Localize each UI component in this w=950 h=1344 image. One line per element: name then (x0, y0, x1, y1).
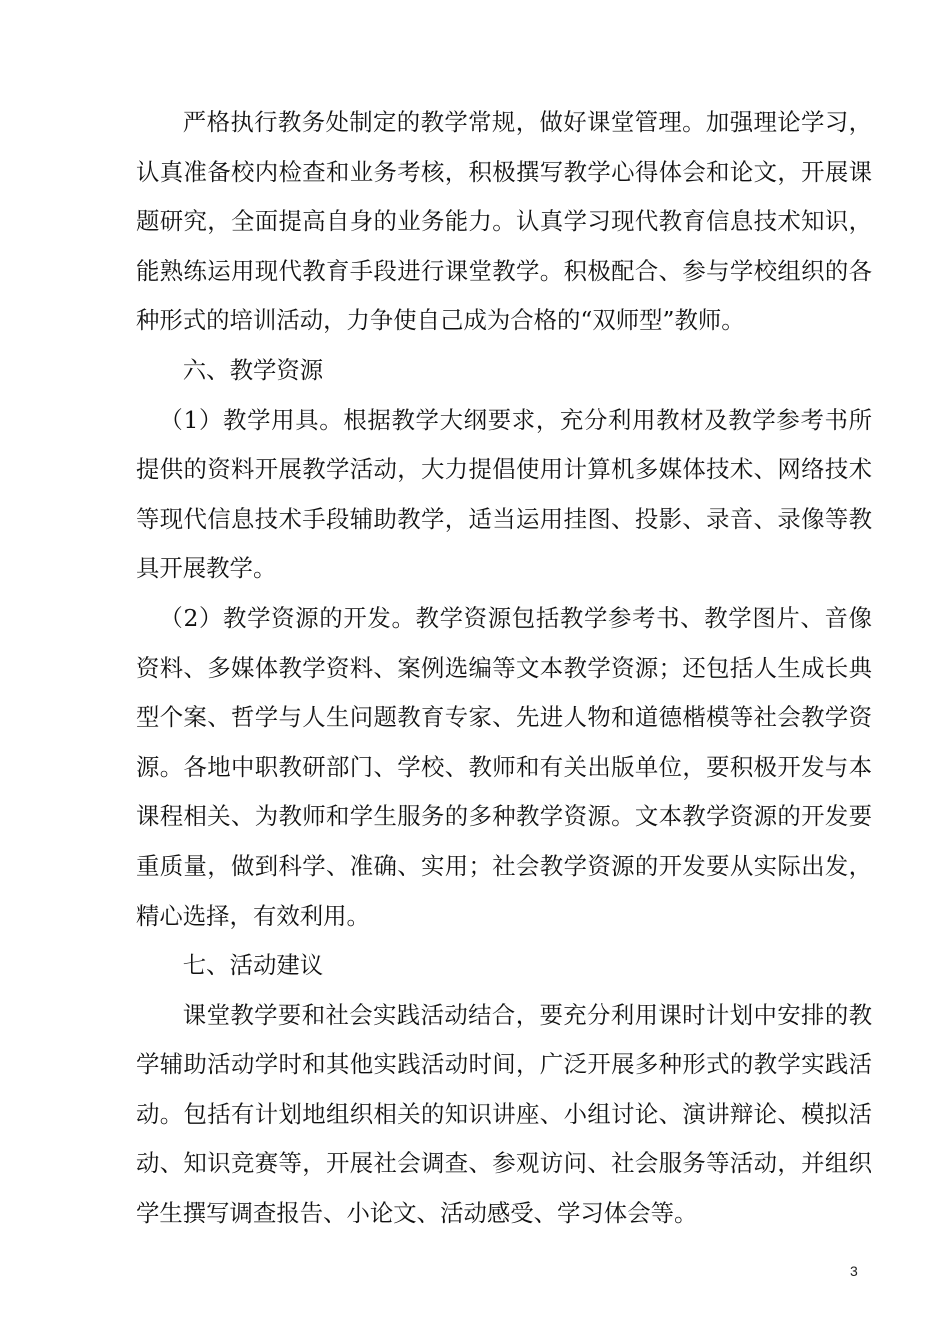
page-number: 3 (850, 1263, 858, 1279)
section-heading-teaching-resources: 六、教学资源 (182, 355, 324, 384)
document-body (136, 98, 872, 1239)
paragraph-practice-activities: 课堂教学要和社会实践活动结合，要充分利用课时计划中安排的教学辅助活动学时和其他实践活动时间，广泛开展多种形式的教学实践活动。包括有计划地组织相关的知识讲座、小组讨论、演讲辩论、模拟活动、知识竞赛等，开展社会调查、参观访问、社会服务等活动，并组织学生撰写调查报告、小论文、活动感受、学习体会等。 (136, 1000, 872, 1228)
section-heading-activity-suggestions: 七、活动建议 (182, 951, 324, 980)
paragraph-teaching-tools: （1）教学用具。根据教学大纲要求，充分利用教材及教学参考书所提供的资料开展教学活动，大力提倡使用计算机多媒体技术、网络技术等现代信息技术手段辅助教学，适当运用挂图、投影、录音、录像等教具开展教学。 (136, 405, 872, 583)
paragraph-resource-development: （2）教学资源的开发。教学资源包括教学参考书、教学图片、音像资料、多媒体教学资料、案例选编等文本教学资源；还包括人生成长典型个案、哲学与人生问题教育专家、先进人物和道德楷模等社会教学资源。各地中职教研部门、学校、教师和有关出版单位，要积极开发与本课程相关、为教师和学生服务的多种教学资源。文本教学资源的开发要重质量，做到科学、准确、实用；社会教学资源的开发要从实际出发，精心选择，有效利用。 (136, 603, 872, 930)
paragraph-teaching-routine: 严格执行教务处制定的教学常规，做好课堂管理。加强理论学习，认真准备校内检查和业务考核，积极撰写教学心得体会和论文，开展课题研究，全面提高自身的业务能力。认真学习现代教育信息技术知识，能熟练运用现代教育手段进行课堂教学。积极配合、参与学校组织的各种形式的培训活动，力争使自己成为合格的“双师型”教师。 (136, 108, 872, 335)
